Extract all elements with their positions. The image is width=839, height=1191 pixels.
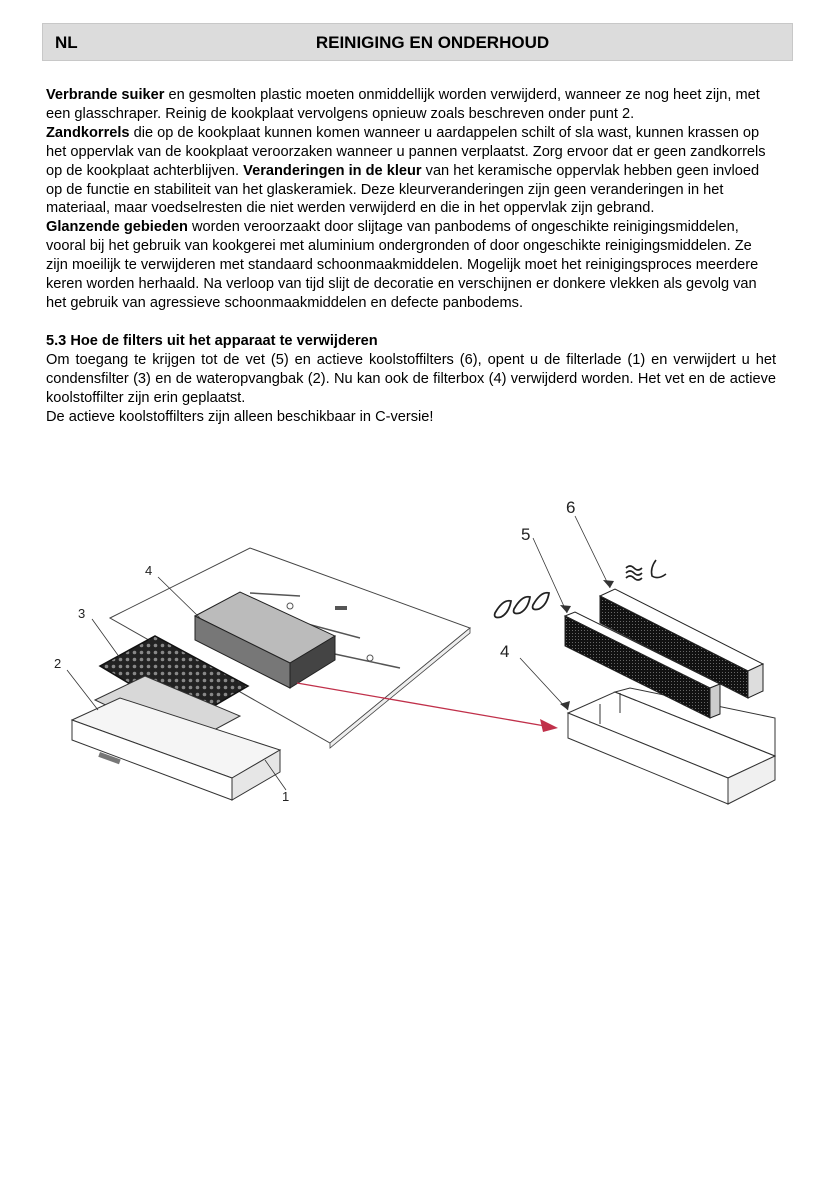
- section-heading: 5.3 Hoe de filters uit het apparaat te verwijderen: [46, 332, 378, 349]
- term-sand-grains: Zandkorrels: [46, 124, 130, 141]
- callout-right-5: 5: [521, 525, 531, 544]
- term-shiny-areas: Glanzende gebieden: [46, 219, 188, 236]
- section-note: De actieve koolstoffilters zijn alleen beschikbaar in C-versie!: [46, 408, 434, 425]
- callout-left-3: 3: [78, 606, 86, 621]
- filter-box-right: [568, 688, 775, 804]
- grease-drops-icon: [495, 593, 549, 618]
- page-header: [42, 23, 793, 61]
- language-label: NL: [55, 33, 78, 52]
- odour-icon: [626, 560, 666, 580]
- section-body: Om toegang te krijgen tot de vet (5) en actieve koolstoffilters (6), opent u de filterlade (1) en verwijdert u het condensfilter (3) en de wateropvangbak (2). Nu kan ook de filterbox (4) verwijderd worden. Het vet en de actieve koolstoffilter zijn erin geplaatst.: [46, 351, 776, 406]
- right-leader-lines: [520, 516, 610, 710]
- callout-right-6: 6: [566, 498, 576, 517]
- filter-removal-figure: [40, 488, 800, 818]
- main-content: [46, 86, 776, 426]
- page-title: REINIGING EN ONDERHOUD: [315, 33, 550, 52]
- text-color-changes: van het keramische oppervlak hebben geen invloed op de functie en stabiliteit van het glaskeramiek. Deze kleurveranderingen zijn geen veranderingen in het materiaal, maar voedselresten die niet werden verwijderd en die in het oppervlak zijn gebrand.: [46, 162, 760, 217]
- callout-left-4: 4: [145, 563, 153, 578]
- text-sand-grains: die op de kookplaat kunnen komen wanneer u aardappelen schilt of sla wast, kunnen krassen op het oppervlak van de kookplaat veroorzaken wanneer u pannen verplaatst. Zorg ervoor dat er geen zandkorrels op de kookplaat achterblijven.: [46, 124, 766, 179]
- term-burnt-sugar: Verbrande suiker: [46, 87, 165, 103]
- term-color-changes: Veranderingen in de kleur: [243, 162, 422, 179]
- paragraph-cleaning: [46, 86, 776, 313]
- callout-left-2: 2: [54, 656, 62, 671]
- text-shiny-areas: worden veroorzaakt door slijtage van panbodems of ongeschikte reinigingsmiddelen, vooral bij het gebruik van kookgerei met aluminium ondergronden of door ongeschikte reinigingsmiddelen. Ze zijn moeilijk te verwijderen met standaard schoonmaakmiddelen. Mogelijk moet het reinigingsproces meerdere keren worden herhaald. Na verloop van tijd slijt de decoratie en verschijnen er donkere vlekken als gevolg van het gebruik van agressieve schoonmaakmiddelen en defecte panbodems.: [46, 219, 759, 311]
- exploded-diagram: [40, 488, 800, 818]
- text-burnt-sugar: en gesmolten plastic moeten onmiddellijk worden verwijderd, wanneer ze nog heet zijn, met een glasschraper. Reinig de kookplaat vervolgens opnieuw zoals beschreven onder punt 2.: [46, 87, 760, 122]
- callout-left-1: 1: [282, 789, 290, 804]
- callout-right-4: 4: [500, 642, 510, 661]
